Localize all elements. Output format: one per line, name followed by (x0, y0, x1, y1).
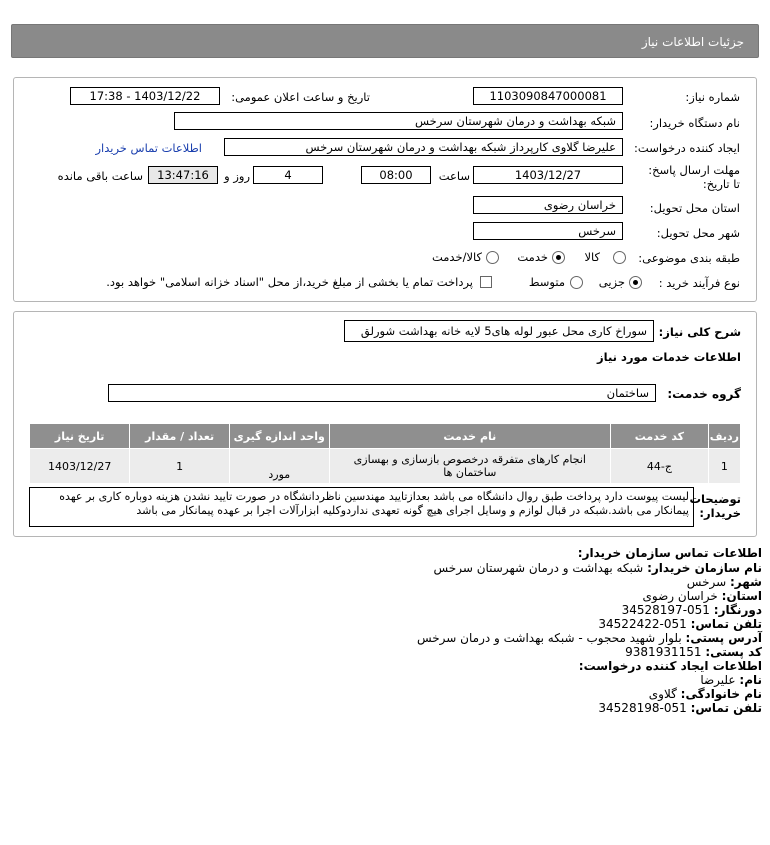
city-field: سرخس (473, 222, 623, 240)
buyer-notes-label: توضیحات خریدار: (689, 492, 741, 520)
page-header (11, 24, 759, 58)
creator-first-name: نام: علیرضا (700, 673, 762, 687)
contact-title: اطلاعات تماس سازمان خریدار: (577, 546, 762, 560)
general-desc-label: شرح کلی نیاز: (658, 325, 741, 339)
deadline-label: مهلت ارسال پاسخ: تا تاریخ: (648, 163, 740, 191)
col-service-code: کد خدمت (611, 424, 709, 449)
need-number-label: شماره نیاز: (685, 90, 740, 104)
creator-title: اطلاعات ایجاد کننده درخواست: (578, 659, 762, 673)
need-info-panel (13, 77, 757, 302)
province-field: خراسان رضوی (473, 196, 623, 214)
deadline-date-field: 1403/12/27 (473, 166, 623, 184)
category-option-goods: کالا (584, 250, 600, 264)
city-label: شهر محل تحویل: (656, 226, 740, 240)
buyer-notes-field: لیست پیوست دارد پرداخت طبق روال دانشگاه می باشد بعدازتایید مهندسین ناظردانشگاه در صورت تایید نشدن هزینه دوباره کاری بر عهده پیمانکار می باشد.شبکه در قبال لوازم و وسایل اجرای هیچ گونه تعهدی نداردوکلیه ابزارآلات اجرا بر عهده پیمانکار می باشد (29, 487, 694, 527)
buyer-org-label: نام دستگاه خریدار: (649, 116, 740, 130)
process-radio-medium[interactable] (570, 276, 583, 289)
cell-quantity: 1 (130, 449, 230, 484)
contact-phone: تلفن تماس: 051-34522422 (598, 617, 762, 631)
contact-postal: کد پستی: 9381931151 (625, 645, 762, 659)
need-number-field: 1103090847000081 (473, 87, 623, 105)
creator-last-name: نام خانوادگی: گلاوی (648, 687, 762, 701)
announce-label: تاریخ و ساعت اعلان عمومی: (231, 90, 370, 104)
category-radio-goods[interactable] (613, 251, 626, 264)
remaining-label: ساعت باقی مانده (57, 169, 143, 183)
deadline-time-label: ساعت (438, 169, 470, 183)
buyer-contact-link[interactable]: اطلاعات تماس خریدار (95, 141, 202, 155)
process-label: نوع فرآیند خرید : (658, 276, 740, 290)
category-option-goods-service: کالا/خدمت (431, 250, 482, 264)
col-row: ردیف (708, 424, 740, 449)
days-field: 4 (253, 166, 323, 184)
creator-label: ایجاد کننده درخواست: (634, 141, 740, 155)
service-group-field: ساختمان (108, 384, 656, 402)
service-group-label: گروه خدمت: (667, 387, 741, 401)
creator-phone: تلفن تماس: 051-34528198 (598, 701, 762, 715)
province-label: استان محل تحویل: (649, 201, 740, 215)
services-title: اطلاعات خدمات مورد نیاز (597, 350, 741, 364)
payment-note: پرداخت تمام یا بخشی از مبلغ خرید،از محل "اسناد خزانه اسلامی" خواهد بود. (106, 275, 473, 289)
cell-unit: مورد (229, 449, 329, 484)
cell-service-code: ج-44 (611, 449, 709, 484)
days-label: روز و (224, 169, 250, 183)
general-desc-field: سوراخ کاری محل عبور لوله های5 لایه خانه بهداشت شورلق (344, 320, 654, 342)
col-service-name: نام خدمت (329, 424, 610, 449)
services-table (29, 423, 741, 484)
cell-row: 1 (708, 449, 740, 484)
cell-need-date: 1403/12/27 (30, 449, 130, 484)
buyer-org-field: شبکه بهداشت و درمان شهرستان سرخس (174, 112, 623, 130)
category-label: طبقه بندی موضوعی: (638, 251, 740, 265)
category-option-service: خدمت (517, 250, 548, 264)
page-title: جزئیات اطلاعات نیاز (641, 35, 744, 49)
contact-fax: دورنگار: 051-34528197 (621, 603, 762, 617)
contact-address: آدرس پستی: بلوار شهید محجوب - شبکه بهداشت و درمان سرخس (416, 631, 762, 645)
table-row (30, 449, 741, 484)
col-need-date: تاریخ نیاز (30, 424, 130, 449)
category-radio-goods-service[interactable] (486, 251, 499, 264)
cell-service-name: انجام کارهای متفرقه درخصوص بازسازی و بهسازی ساختمان ها (329, 449, 610, 484)
col-unit: واحد اندازه گیری (229, 424, 329, 449)
remaining-time-field: 13:47:16 (148, 166, 218, 184)
deadline-time-field: 08:00 (361, 166, 431, 184)
category-radio-service[interactable] (552, 251, 565, 264)
contact-city: شهر: سرخس (686, 575, 762, 589)
creator-field: علیرضا گلاوی کارپرداز شبکه بهداشت و درمان شهرستان سرخس (224, 138, 623, 156)
contact-buyer-name: نام سازمان خریدار: شبکه بهداشت و درمان شهرستان سرخس (433, 561, 762, 575)
process-option-minor: جزیی (598, 275, 625, 289)
contact-province: استان: خراسان رضوی (642, 589, 762, 603)
process-radio-minor[interactable] (629, 276, 642, 289)
announce-field: 1403/12/22 - 17:38 (70, 87, 220, 105)
treasury-checkbox[interactable] (480, 276, 492, 288)
process-option-medium: متوسط (528, 275, 565, 289)
col-quantity: تعداد / مقدار (130, 424, 230, 449)
table-header-row (30, 424, 741, 449)
